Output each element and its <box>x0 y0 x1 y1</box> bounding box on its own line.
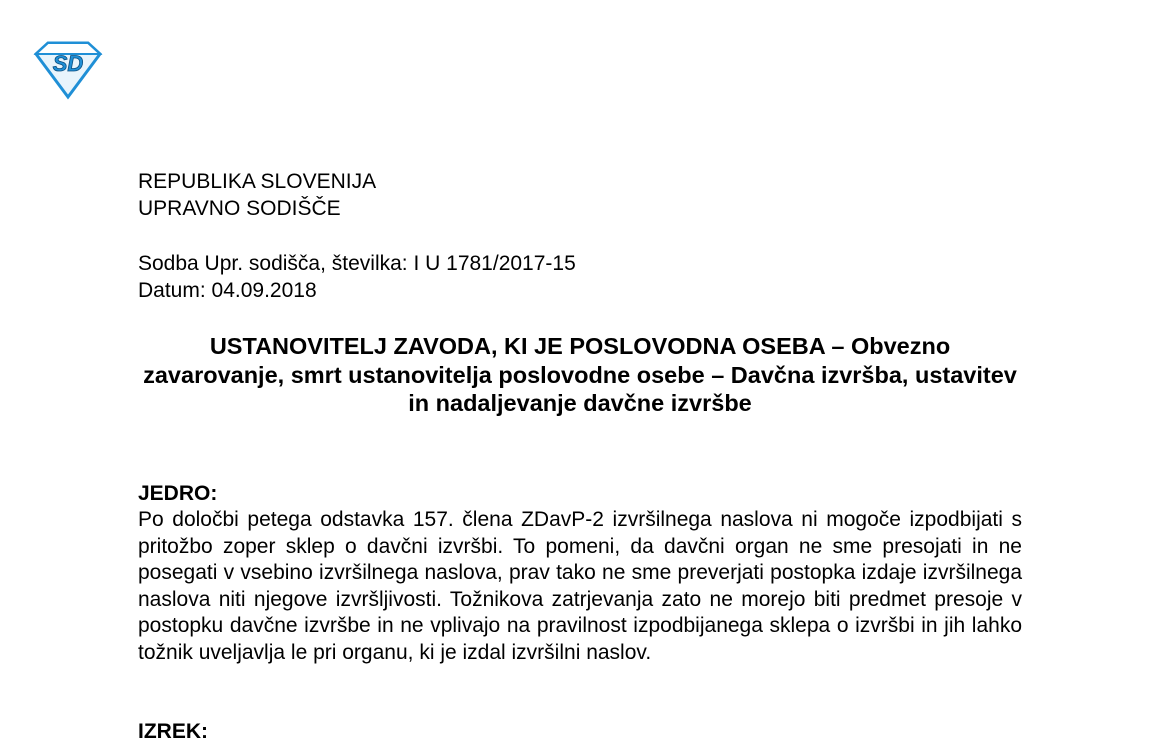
case-number: Sodba Upr. sodišča, številka: I U 1781/2017-15 <box>138 252 576 275</box>
case-info <box>138 250 1022 304</box>
court-logo <box>30 40 106 100</box>
izrek-heading: IZREK: <box>138 720 208 743</box>
diamond-logo-icon <box>30 40 106 100</box>
country-name: REPUBLIKA SLOVENIJA <box>138 170 377 193</box>
court-header <box>138 168 1022 222</box>
document-title: USTANOVITELJ ZAVODA, KI JE POSLOVODNA OSEBA – Obvezno zavarovanje, smrt ustanovitelja poslovodne osebe – Davčna izvršba, ustavitev in nadaljevanje davčne izvršbe <box>143 333 1017 416</box>
jedro-paragraph: Po določbi petega odstavka 157. člena ZDavP-2 izvršilnega naslova ni mogoče izpodbijati s pritožbo zoper sklep o davčni izvršbi. To pomeni, da davčni organ ne sme presojati in ne posegati v vsebino izvršilnega naslova, prav tako ne sme preverjati postopka izdaje izvršilnega naslova niti njegove izvršljivosti. Tožnikova zatrjevanja zato ne morejo biti predmet presoje v postopku davčne izvršbe in ne vplivajo na pravilnost izpodbijanega sklepa o izvršbi in jih lahko tožnik uveljavlja le pri organu, ki je izdal izvršilni naslov. <box>138 508 1022 664</box>
logo-lettering: SD <box>52 51 84 76</box>
jedro-section <box>138 480 1022 666</box>
case-date: Datum: 04.09.2018 <box>138 279 317 302</box>
izrek-section <box>138 718 1022 745</box>
jedro-heading: JEDRO: <box>138 482 218 505</box>
court-name: UPRAVNO SODIŠČE <box>138 197 341 220</box>
